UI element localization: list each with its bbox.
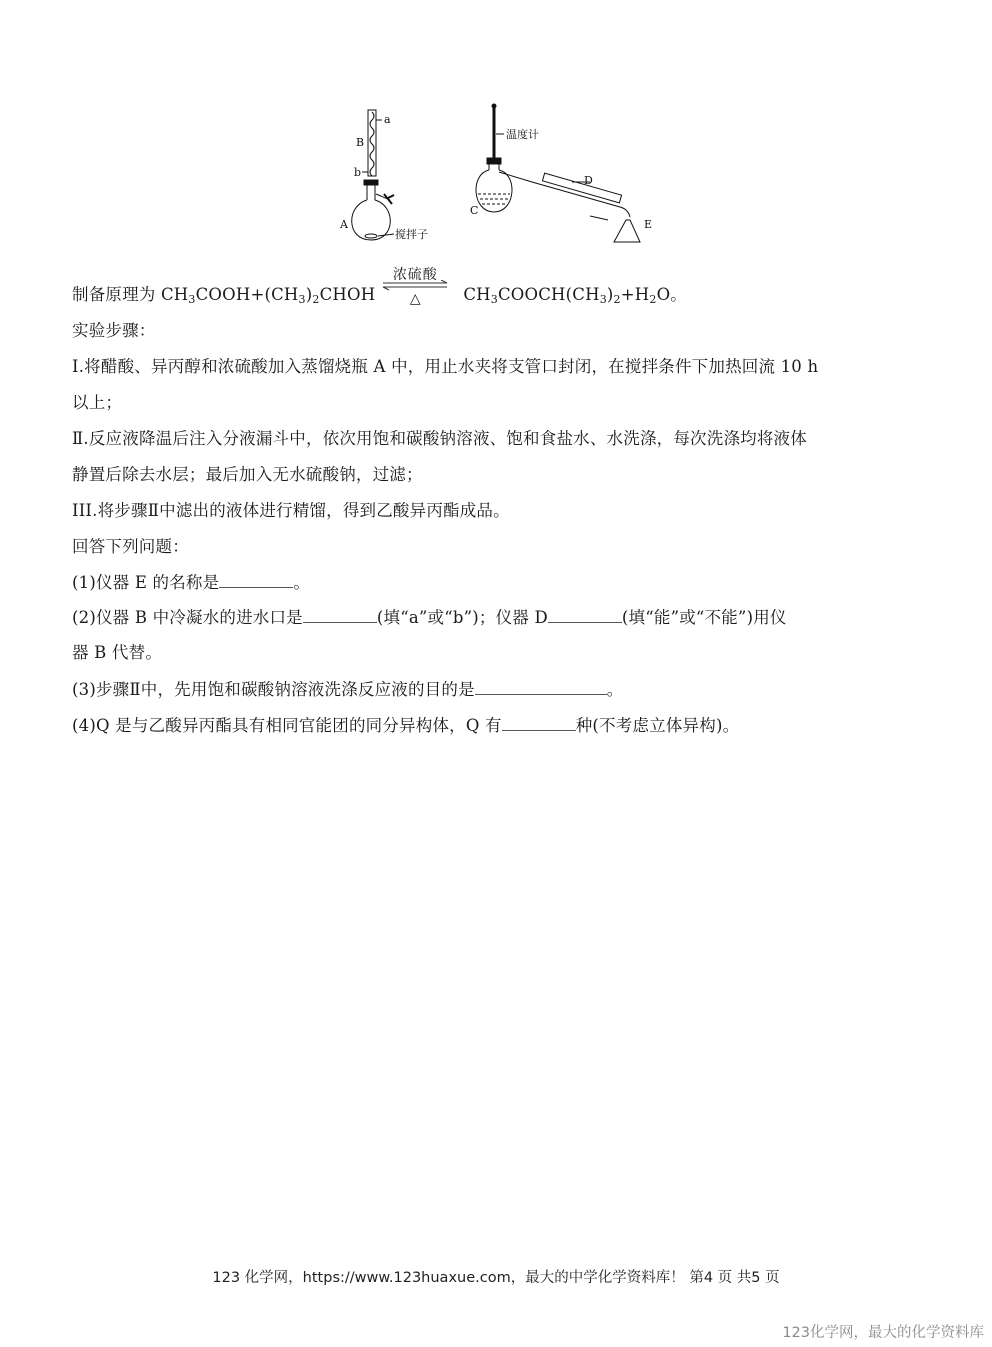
- answer-blank-2b[interactable]: [548, 606, 622, 623]
- question-3: [72, 678, 624, 701]
- answer-blank-2a[interactable]: [303, 606, 377, 623]
- formula-part: CH: [463, 285, 491, 304]
- questions-heading: 回答下列问题：: [72, 537, 189, 556]
- question-3-text: (3)步骤Ⅱ中，先用饱和碳酸钠溶液洗涤反应液的目的是: [72, 680, 475, 699]
- formula-part: O。: [656, 285, 687, 304]
- step-1-line-2: 以上；: [72, 393, 123, 412]
- question-2-hint-1: (填“a”或“b”)；仪器 D: [376, 608, 548, 627]
- question-4: [72, 714, 739, 737]
- label-stirrer: 搅拌子: [395, 228, 428, 241]
- subscript: 2: [312, 293, 320, 306]
- question-1: [72, 571, 310, 594]
- formula-part: COOCH(CH: [497, 285, 600, 304]
- formula-part: +H: [620, 285, 650, 304]
- question-1-text: (1)仪器 E 的名称是: [72, 573, 220, 592]
- equation-prefix: 制备原理为: [72, 285, 161, 304]
- label-E: E: [644, 218, 653, 231]
- formula-part: COOH+(CH: [195, 285, 299, 304]
- question-3-end: 。: [606, 680, 624, 699]
- formula-part: ): [305, 285, 313, 304]
- subscript: 3: [599, 293, 607, 306]
- label-C: C: [470, 204, 479, 217]
- label-D: D: [584, 174, 593, 187]
- apparatus-figure: [332, 102, 668, 248]
- label-A: A: [340, 218, 348, 231]
- condition-heat: △: [409, 291, 421, 307]
- label-a: a: [384, 113, 391, 126]
- equation-line: [72, 267, 687, 307]
- product-formula: [463, 285, 687, 304]
- question-2-line-2: 器 B 代替。: [72, 643, 163, 662]
- reactant-formula: [161, 285, 375, 304]
- question-1-end: 。: [293, 573, 311, 592]
- page-footer: 123 化学网，https://www.123huaxue.com，最大的中学化学资料库！ 第4 页 共5 页: [212, 1270, 780, 1286]
- step-2-line-1: Ⅱ.反应液降温后注入分液漏斗中，依次用饱和碳酸钠溶液、饱和食盐水、水洗涤，每次洗涤均将液体: [72, 429, 807, 448]
- subscript: 3: [490, 293, 498, 306]
- formula-part: CH: [160, 285, 189, 304]
- step-2-line-2: 静置后除去水层；最后加入无水硫酸钠，过滤；: [72, 465, 423, 484]
- subscript: 2: [649, 293, 657, 306]
- subscript: 3: [188, 293, 196, 306]
- question-4-text: (4)Q 是与乙酸异丙酯具有相同官能团的同分异构体，Q 有: [72, 716, 502, 735]
- subscript: 3: [298, 293, 306, 306]
- answer-blank-3[interactable]: [475, 678, 607, 695]
- label-b: b: [354, 166, 362, 179]
- question-2-line-1: [72, 606, 787, 629]
- condition-catalyst: 浓硫酸: [392, 267, 438, 283]
- step-3: III.将步骤Ⅱ中滤出的液体进行精馏，得到乙酸异丙酯成品。: [72, 501, 510, 520]
- label-B: B: [356, 136, 365, 149]
- question-2-text: (2)仪器 B 中冷凝水的进水口是: [72, 608, 303, 627]
- question-2-hint-2: (填“能”或“不能”)用仪: [621, 608, 787, 627]
- step-1-line-1: Ⅰ.将醋酸、异丙醇和浓硫酸加入蒸馏烧瓶 A 中，用止水夹将支管口封闭，在搅拌条件下加热回流 10 h: [72, 357, 819, 376]
- formula-part: CHOH: [319, 285, 376, 304]
- question-4-end: 种(不考虑立体异构)。: [575, 716, 740, 735]
- answer-blank-1[interactable]: [219, 571, 293, 588]
- label-thermometer: 温度计: [506, 128, 539, 141]
- formula-part: ): [606, 285, 614, 304]
- equilibrium-arrow: [381, 267, 449, 307]
- watermark: 123化学网，最大的化学资料库: [782, 1325, 984, 1341]
- distillation-apparatus: [476, 104, 640, 242]
- answer-blank-4[interactable]: [502, 714, 576, 731]
- steps-heading: 实验步骤：: [72, 321, 156, 340]
- subscript: 2: [613, 293, 621, 306]
